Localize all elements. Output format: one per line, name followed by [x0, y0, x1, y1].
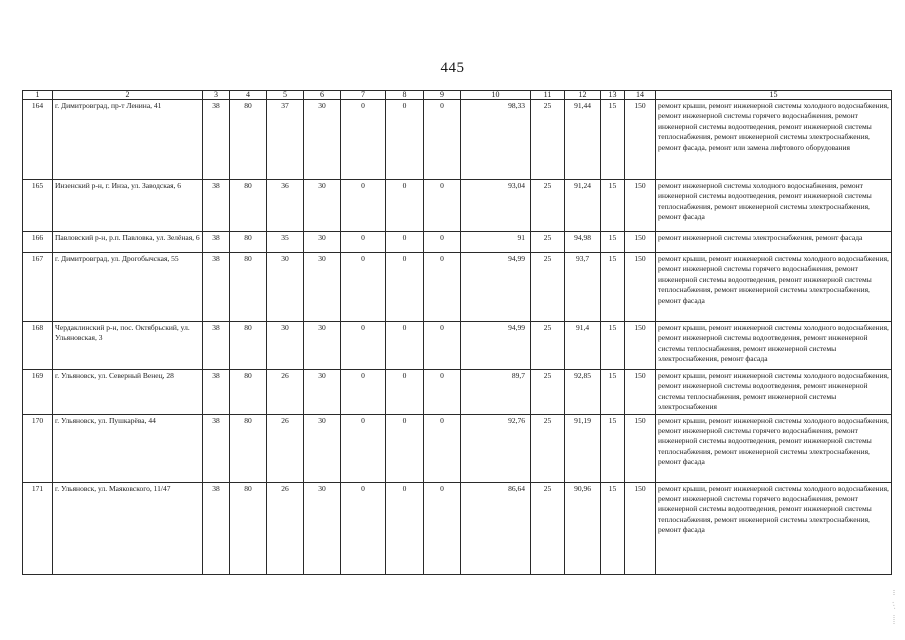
- value-cell: 0: [386, 232, 424, 253]
- value-cell: 91,24: [565, 180, 601, 232]
- row-number: 167: [23, 253, 53, 322]
- value-cell: 89,7: [461, 370, 531, 415]
- value-cell: 0: [386, 414, 424, 482]
- column-header: 8: [386, 91, 424, 100]
- value-cell: 0: [424, 482, 461, 574]
- value-cell: 38: [203, 180, 230, 232]
- table-row: [23, 322, 892, 370]
- value-cell: 90,96: [565, 482, 601, 574]
- repair-works-cell: ремонт инженерной системы электроснабжения, ремонт фасада: [656, 232, 892, 253]
- column-header: 3: [203, 91, 230, 100]
- column-header: 9: [424, 91, 461, 100]
- row-number: 166: [23, 232, 53, 253]
- value-cell: 30: [267, 253, 304, 322]
- value-cell: 98,33: [461, 100, 531, 180]
- value-cell: 94,99: [461, 322, 531, 370]
- value-cell: 30: [304, 180, 341, 232]
- column-header: 6: [304, 91, 341, 100]
- column-number-row: [23, 91, 892, 100]
- value-cell: 30: [304, 232, 341, 253]
- value-cell: 15: [601, 370, 625, 415]
- row-number: 168: [23, 322, 53, 370]
- value-cell: 0: [386, 100, 424, 180]
- table-row: [23, 414, 892, 482]
- page-number: 445: [440, 60, 465, 76]
- address-cell: Павловский р-н, р.п. Павловка, ул. Зелёная, 6: [53, 232, 203, 253]
- value-cell: 92,76: [461, 414, 531, 482]
- value-cell: 150: [625, 322, 656, 370]
- value-cell: 150: [625, 232, 656, 253]
- value-cell: 30: [267, 322, 304, 370]
- value-cell: 150: [625, 482, 656, 574]
- value-cell: 80: [230, 253, 267, 322]
- table-row: [23, 180, 892, 232]
- value-cell: 150: [625, 370, 656, 415]
- row-number: 169: [23, 370, 53, 415]
- value-cell: 0: [341, 370, 386, 415]
- column-header: 10: [461, 91, 531, 100]
- value-cell: 0: [424, 100, 461, 180]
- column-header: 11: [531, 91, 565, 100]
- value-cell: 91,4: [565, 322, 601, 370]
- value-cell: 0: [341, 414, 386, 482]
- value-cell: 0: [424, 414, 461, 482]
- value-cell: 0: [341, 482, 386, 574]
- value-cell: 93,04: [461, 180, 531, 232]
- column-header: 2: [53, 91, 203, 100]
- value-cell: 150: [625, 253, 656, 322]
- value-cell: 92,85: [565, 370, 601, 415]
- value-cell: 0: [424, 322, 461, 370]
- repair-works-cell: ремонт крыши, ремонт инженерной системы холодного водоснабжения, ремонт инженерной системы горячего водоснабжения, ремонт инженерной системы водоотведения, ремонт инженерной системы теплоснабжения, ремонт инженерной системы электроснабжения, ремонт фасада: [656, 414, 892, 482]
- value-cell: 15: [601, 322, 625, 370]
- table-row: [23, 253, 892, 322]
- value-cell: 38: [203, 482, 230, 574]
- value-cell: 25: [531, 232, 565, 253]
- value-cell: 25: [531, 180, 565, 232]
- value-cell: 38: [203, 414, 230, 482]
- repair-works-cell: ремонт крыши, ремонт инженерной системы холодного водоснабжения, ремонт инженерной системы горячего водоснабжения, ремонт инженерной системы водоотведения, ремонт инженерной системы теплоснабжения, ремонт инженерной системы электроснабжения, ремонт фасада: [656, 253, 892, 322]
- column-header: 1: [23, 91, 53, 100]
- value-cell: 0: [341, 253, 386, 322]
- value-cell: 91,19: [565, 414, 601, 482]
- column-header: 13: [601, 91, 625, 100]
- value-cell: 0: [424, 180, 461, 232]
- value-cell: 0: [341, 180, 386, 232]
- value-cell: 0: [386, 253, 424, 322]
- address-cell: г. Ульяновск, ул. Пушкарёва, 44: [53, 414, 203, 482]
- address-cell: г. Димитровград, ул. Дрогобычская, 55: [53, 253, 203, 322]
- address-cell: Инзенский р-н, г. Инза, ул. Заводская, 6: [53, 180, 203, 232]
- value-cell: 150: [625, 414, 656, 482]
- value-cell: 26: [267, 370, 304, 415]
- repair-works-cell: ремонт крыши, ремонт инженерной системы холодного водоснабжения, ремонт инженерной системы водоотведения, ремонт инженерной системы теплоснабжения, ремонт инженерной системы электроснабжения: [656, 370, 892, 415]
- row-number: 171: [23, 482, 53, 574]
- value-cell: 80: [230, 232, 267, 253]
- address-cell: г. Димитровград, пр-т Ленина, 41: [53, 100, 203, 180]
- value-cell: 80: [230, 482, 267, 574]
- value-cell: 30: [304, 414, 341, 482]
- value-cell: 0: [386, 180, 424, 232]
- value-cell: 86,64: [461, 482, 531, 574]
- value-cell: 30: [304, 370, 341, 415]
- table-row: [23, 482, 892, 574]
- value-cell: 0: [424, 253, 461, 322]
- value-cell: 15: [601, 482, 625, 574]
- repair-schedule-table: [22, 90, 892, 575]
- value-cell: 25: [531, 100, 565, 180]
- value-cell: 80: [230, 100, 267, 180]
- value-cell: 38: [203, 100, 230, 180]
- value-cell: 91: [461, 232, 531, 253]
- column-header: 12: [565, 91, 601, 100]
- value-cell: 150: [625, 100, 656, 180]
- row-number: 164: [23, 100, 53, 180]
- value-cell: 93,7: [565, 253, 601, 322]
- value-cell: 26: [267, 414, 304, 482]
- value-cell: 80: [230, 414, 267, 482]
- value-cell: 80: [230, 370, 267, 415]
- value-cell: 30: [304, 253, 341, 322]
- column-header: 14: [625, 91, 656, 100]
- value-cell: 0: [341, 100, 386, 180]
- value-cell: 150: [625, 180, 656, 232]
- table-row: [23, 370, 892, 415]
- value-cell: 25: [531, 414, 565, 482]
- value-cell: 25: [531, 322, 565, 370]
- scan-artifact-mark: [889, 588, 899, 628]
- value-cell: 80: [230, 180, 267, 232]
- address-cell: г. Ульяновск, ул. Маяковского, 11/47: [53, 482, 203, 574]
- value-cell: 38: [203, 253, 230, 322]
- value-cell: 38: [203, 322, 230, 370]
- value-cell: 15: [601, 253, 625, 322]
- repair-works-cell: ремонт крыши, ремонт инженерной системы холодного водоснабжения, ремонт инженерной системы горячего водоснабжения, ремонт инженерной системы водоотведения, ремонт инженерной системы теплоснабжения, ремонт инженерной системы электроснабжения, ремонт фасада, ремонт или замена лифтового оборудования: [656, 100, 892, 180]
- repair-works-cell: ремонт инженерной системы холодного водоснабжения, ремонт инженерной системы водоотведения, ремонт инженерной системы теплоснабжения, ремонт инженерной системы электроснабжения, ремонт фасада: [656, 180, 892, 232]
- value-cell: 26: [267, 482, 304, 574]
- column-header: 4: [230, 91, 267, 100]
- value-cell: 0: [386, 322, 424, 370]
- value-cell: 25: [531, 482, 565, 574]
- value-cell: 36: [267, 180, 304, 232]
- value-cell: 25: [531, 370, 565, 415]
- value-cell: 0: [341, 232, 386, 253]
- value-cell: 38: [203, 232, 230, 253]
- repair-works-cell: ремонт крыши, ремонт инженерной системы холодного водоснабжения, ремонт инженерной системы водоотведения, ремонт инженерной системы теплоснабжения, ремонт инженерной системы электроснабжения, ремонт фасада: [656, 322, 892, 370]
- address-cell: Чердаклинский р-н, пос. Октябрьский, ул. Ульяновская, 3: [53, 322, 203, 370]
- address-cell: г. Ульяновск, ул. Северный Венец, 28: [53, 370, 203, 415]
- value-cell: 0: [341, 322, 386, 370]
- value-cell: 30: [304, 322, 341, 370]
- value-cell: 80: [230, 322, 267, 370]
- value-cell: 15: [601, 100, 625, 180]
- value-cell: 0: [424, 232, 461, 253]
- value-cell: 94,99: [461, 253, 531, 322]
- value-cell: 30: [304, 482, 341, 574]
- value-cell: 25: [531, 253, 565, 322]
- value-cell: 15: [601, 180, 625, 232]
- value-cell: 94,98: [565, 232, 601, 253]
- table-row: [23, 100, 892, 180]
- value-cell: 15: [601, 232, 625, 253]
- value-cell: 91,44: [565, 100, 601, 180]
- repair-works-cell: ремонт крыши, ремонт инженерной системы холодного водоснабжения, ремонт инженерной системы горячего водоснабжения, ремонт инженерной системы водоотведения, ремонт инженерной системы теплоснабжения, ремонт инженерной системы электроснабжения, ремонт фасада: [656, 482, 892, 574]
- value-cell: 30: [304, 100, 341, 180]
- table-row: [23, 232, 892, 253]
- row-number: 170: [23, 414, 53, 482]
- row-number: 165: [23, 180, 53, 232]
- value-cell: 37: [267, 100, 304, 180]
- value-cell: 0: [424, 370, 461, 415]
- value-cell: 15: [601, 414, 625, 482]
- column-header: 5: [267, 91, 304, 100]
- value-cell: 35: [267, 232, 304, 253]
- value-cell: 38: [203, 370, 230, 415]
- value-cell: 0: [386, 482, 424, 574]
- value-cell: 0: [386, 370, 424, 415]
- column-header: 15: [656, 91, 892, 100]
- column-header: 7: [341, 91, 386, 100]
